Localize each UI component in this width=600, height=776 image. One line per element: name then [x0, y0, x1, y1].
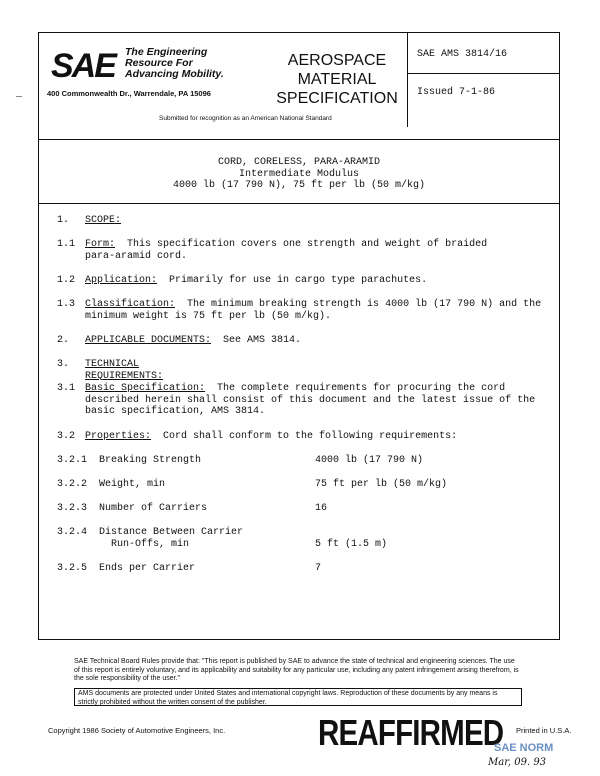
docnum-divider: [407, 73, 559, 74]
sae-logo: SAE: [51, 47, 115, 85]
sae-norm-watermark: SAE NORM: [494, 742, 554, 754]
copyright-line: Copyright 1986 Society of Automotive Engineers, Inc.: [48, 726, 226, 735]
sae-address: 400 Commonwealth Dr., Warrendale, PA 15096: [47, 89, 211, 98]
copyright-notice-box: AMS documents are protected under United States and international copyright laws. Reproduction of these documents by any means is strictly prohibited without the written consent of the publisher.: [74, 688, 522, 706]
submitted-note: Submitted for recognition as an American National Standard: [159, 115, 332, 122]
document-type-title: AEROSPACE MATERIAL SPECIFICATION: [276, 52, 398, 107]
printed-in: Printed in U.S.A.: [516, 726, 572, 735]
sae-tagline: The Engineering Resource For Advancing Mobility.: [125, 46, 224, 80]
reaffirmed-stamp: REAFFIRMED: [318, 712, 504, 753]
document-frame: SAE The Engineering Resource For Advancing Mobility. 400 Commonwealth Dr., Warrendale, PA 15096 AEROSPACE MATERIAL SPECIFICATION Submitted for recognition as an American National Standard SAE AMS 3814/16 Issued 7-1-86 CORD, CORELESS, PARA-ARAMID Intermediate Modulus 4000 lb (17 790 N), 75 ft per lb (50 m/kg) 1. SCOPE: 1.1 Form: This specification covers one strength and weight of braided para-aramid cord. 1.2 Application: Primarily for use in cargo type parachutes. 1.3 Classification: The minimum breaking strength is 4000 lb (17 790 N) and the minimum weight is 75 ft per lb (50 m/kg). 2. APPLICABLE DOCUMENTS: See AMS 3814. 3. TECHNICAL REQUIREMENTS: 3.1 Basic Specification: The complete requirements for procuring the cord described herein shall consist of this document and the latest issue of the basic specification, AMS 3814. 3.2 Properties: Cord shall conform to the following requirements: 3.2.1 Breaking Strength 4000 lb (17 790 N) 3.2.2 Weight, min 75 ft per lb (50 m/kg) 3.2.3 Number of Carriers 16 3.2.4 Distance Between Carrier Run-Offs, min 5 ft (1.5 m) 3.2.5 Ends per Carrier 7: [38, 32, 560, 640]
specification-title: CORD, CORELESS, PARA-ARAMID Intermediate Modulus 4000 lb (17 790 N), 75 ft per lb (50 m/kg): [172, 157, 426, 191]
document-number: SAE AMS 3814/16: [417, 49, 508, 60]
technical-board-rules: SAE Technical Board Rules provide that: "This report is published by SAE to advance the state of technical and engineering sciences. The use of this report is entirely voluntary, and its applicability and suitability for any particular use, including any patent infringement arising therefrom, is the sole responsibility of the user.": [74, 658, 519, 682]
property-row: 3.2.4 Distance Between Carrier Run-Offs, min 5 ft (1.5 m): [57, 527, 388, 550]
header-divider: [407, 33, 408, 127]
handwritten-date: Mar, 09. 93: [488, 757, 547, 768]
title-separator: [39, 203, 559, 204]
margin-mark: [16, 96, 22, 97]
issued-date: Issued 7-1-86: [417, 87, 496, 98]
header-separator: [39, 139, 559, 140]
